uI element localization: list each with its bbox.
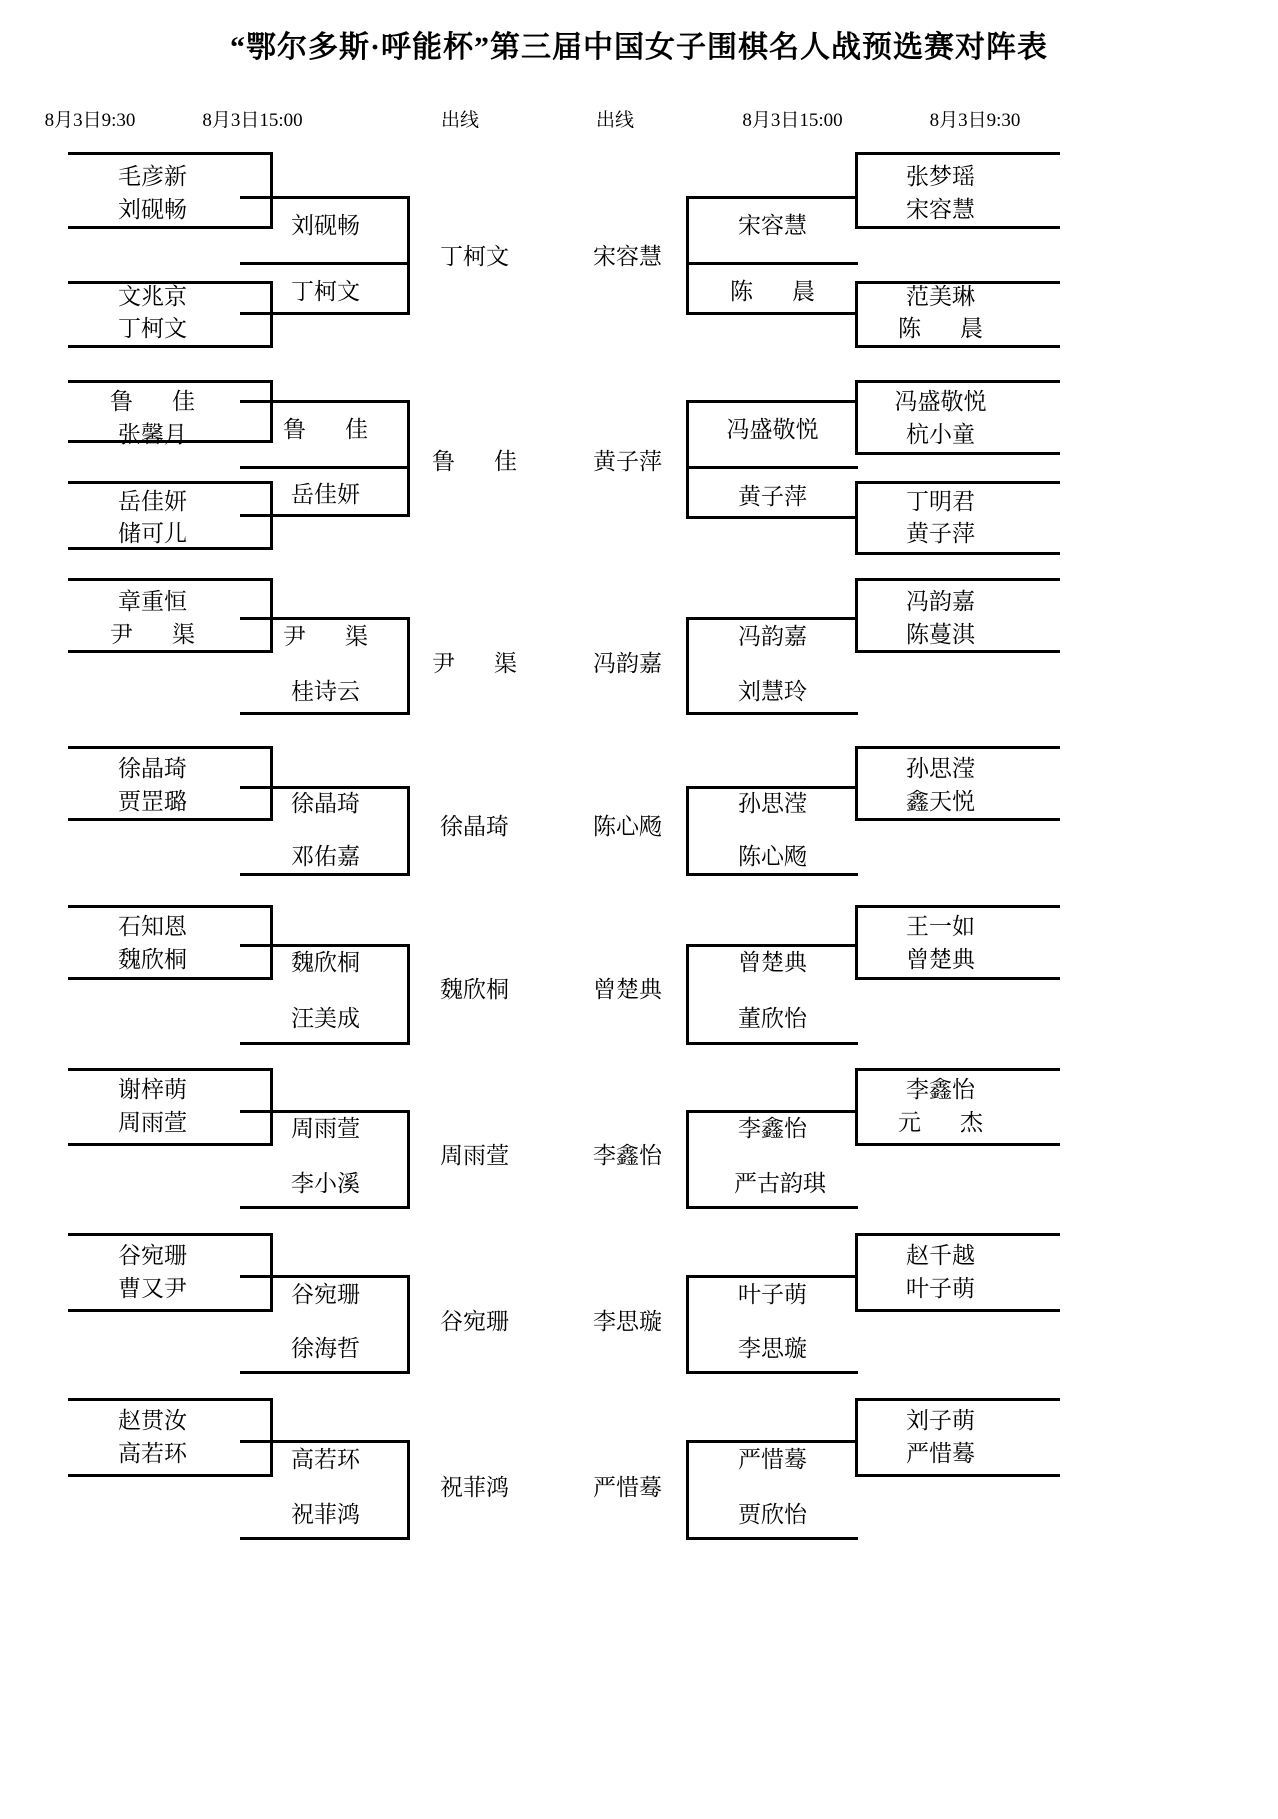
bracket-line (855, 152, 1060, 155)
bracket-line (686, 873, 858, 876)
player-name: 刘砚畅 (291, 213, 360, 238)
bracket-line (855, 481, 1060, 484)
column-header-left-round1: 8月3日9:30 (44, 110, 136, 131)
bracket-line (686, 262, 858, 265)
bracket-line (855, 578, 1060, 581)
player-name: 祝菲鸿 (291, 1502, 360, 1527)
player-name: 李思璇 (738, 1336, 807, 1361)
bracket-line (240, 514, 410, 517)
bracket-line (240, 873, 410, 876)
player-name: 张梦瑶 (906, 164, 975, 189)
bracket-line (68, 650, 273, 653)
player-name: 贾欣怡 (738, 1502, 807, 1527)
player-name: 冯韵嘉 (738, 624, 807, 649)
bracket-line (240, 262, 410, 265)
player-name: 岳佳妍 (291, 482, 360, 507)
bracket-line (240, 1110, 410, 1113)
player-name: 冯韵嘉 (906, 589, 975, 614)
player-name: 徐晶琦 (291, 791, 360, 816)
column-header-right-round1: 8月3日9:30 (929, 110, 1021, 131)
bracket-line (240, 712, 410, 715)
player-name: 魏欣桐 (118, 947, 187, 972)
player-name: 毛彦新 (118, 164, 187, 189)
bracket-line (240, 1042, 410, 1045)
player-name: 魏欣桐 (291, 950, 360, 975)
bracket-line (855, 226, 1060, 229)
player-name: 谷宛珊 (291, 1282, 360, 1307)
qualifier-name: 尹 渠 (431, 651, 526, 676)
player-name: 鲁 佳 (109, 389, 204, 414)
bracket-line (686, 466, 858, 469)
bracket-line (686, 400, 858, 403)
player-name: 李小溪 (291, 1171, 360, 1196)
bracket-line (68, 977, 273, 980)
bracket-line (68, 1143, 273, 1146)
player-name: 丁柯文 (118, 316, 187, 341)
bracket-line (855, 1309, 1060, 1312)
qualifier-name: 徐晶琦 (440, 814, 509, 839)
qualifier-name: 李鑫怡 (593, 1143, 662, 1168)
bracket-line (68, 380, 273, 383)
qualifier-name: 严惜蓦 (593, 1475, 662, 1500)
bracket-line (686, 516, 858, 519)
bracket-line (855, 452, 1060, 455)
player-name: 黄子萍 (738, 484, 807, 509)
qualifier-name: 鲁 佳 (431, 449, 526, 474)
bracket-line (68, 1233, 273, 1236)
bracket-line (240, 617, 410, 620)
bracket-line (68, 547, 273, 550)
bracket-line (855, 380, 1060, 383)
bracket-line (855, 905, 1060, 908)
bracket-line (68, 746, 273, 749)
player-name: 刘砚畅 (118, 197, 187, 222)
player-name: 元 杰 (897, 1110, 992, 1135)
player-name: 曾楚典 (906, 947, 975, 972)
player-name: 董欣怡 (738, 1006, 807, 1031)
bracket-line (686, 1537, 858, 1540)
player-name: 曹又尹 (118, 1276, 187, 1301)
qualifier-name: 谷宛珊 (440, 1309, 509, 1334)
player-name: 孙思滢 (906, 756, 975, 781)
player-name: 严惜蓦 (906, 1441, 975, 1466)
player-name: 尹 渠 (109, 622, 204, 647)
player-name: 刘慧玲 (738, 679, 807, 704)
bracket-line (68, 578, 273, 581)
bracket-line (240, 1537, 410, 1540)
player-name: 张馨月 (118, 422, 187, 447)
qualifier-name: 曾楚典 (593, 977, 662, 1002)
column-header-left-qualify: 出线 (440, 110, 479, 131)
bracket-line (855, 1233, 1060, 1236)
bracket-line (68, 1068, 273, 1071)
bracket-line (855, 1398, 1060, 1401)
player-name: 邓佑嘉 (291, 844, 360, 869)
player-name: 杭小童 (906, 422, 975, 447)
player-name: 宋容慧 (738, 213, 807, 238)
bracket-line (686, 712, 858, 715)
bracket-line (240, 196, 410, 199)
bracket-line (686, 786, 858, 789)
player-name: 徐晶琦 (118, 756, 187, 781)
player-name: 陈 晨 (729, 279, 824, 304)
column-header-left-round2: 8月3日15:00 (202, 110, 303, 131)
bracket-line (68, 152, 273, 155)
player-name: 储可儿 (118, 521, 187, 546)
player-name: 石知恩 (118, 914, 187, 939)
player-name: 孙思滢 (738, 791, 807, 816)
bracket-line (686, 1275, 858, 1278)
bracket-line (240, 1206, 410, 1209)
bracket-line (686, 1110, 858, 1113)
bracket-line (686, 196, 858, 199)
player-name: 陈蔓淇 (906, 622, 975, 647)
bracket-line (68, 345, 273, 348)
player-name: 李鑫怡 (738, 1116, 807, 1141)
bracket-line (855, 345, 1060, 348)
player-name: 严惜蓦 (738, 1447, 807, 1472)
bracket-line (855, 1143, 1060, 1146)
player-name: 周雨萱 (118, 1110, 187, 1135)
qualifier-name: 周雨萱 (440, 1143, 509, 1168)
bracket-line (240, 786, 410, 789)
player-name: 黄子萍 (906, 521, 975, 546)
player-name: 范美琳 (906, 284, 975, 309)
player-name: 周雨萱 (291, 1116, 360, 1141)
bracket-line (240, 466, 410, 469)
bracket-line (68, 1398, 273, 1401)
player-name: 丁明君 (906, 489, 975, 514)
player-name: 章重恒 (118, 589, 187, 614)
bracket-line (240, 1371, 410, 1374)
player-name: 徐海哲 (291, 1336, 360, 1361)
player-name: 李鑫怡 (906, 1077, 975, 1102)
player-name: 鑫天悦 (906, 789, 975, 814)
bracket-line (855, 1474, 1060, 1477)
qualifier-name: 李思璇 (593, 1309, 662, 1334)
qualifier-name: 丁柯文 (440, 244, 509, 269)
bracket-line (855, 552, 1060, 555)
player-name: 刘子萌 (906, 1408, 975, 1433)
player-name: 王一如 (906, 914, 975, 939)
page-title: “鄂尔多斯·呼能杯”第三届中国女子围棋名人战预选赛对阵表 (229, 31, 1048, 64)
player-name: 冯盛敬悦 (894, 389, 987, 414)
bracket-line (240, 944, 410, 947)
qualifier-name: 宋容慧 (593, 244, 662, 269)
qualifier-name: 祝菲鸿 (440, 1475, 509, 1500)
player-name: 赵千越 (906, 1243, 975, 1268)
player-name: 鲁 佳 (282, 417, 377, 442)
bracket-line (855, 746, 1060, 749)
bracket-line (68, 818, 273, 821)
player-name: 叶子萌 (738, 1282, 807, 1307)
player-name: 尹 渠 (282, 624, 377, 649)
column-header-right-qualify: 出线 (595, 110, 634, 131)
bracket-line (68, 1474, 273, 1477)
player-name: 贾罡璐 (118, 789, 187, 814)
bracket-line (240, 1440, 410, 1443)
player-name: 谷宛珊 (118, 1243, 187, 1268)
bracket-line (686, 944, 858, 947)
player-name: 陈心飏 (738, 844, 807, 869)
bracket-line (855, 977, 1060, 980)
player-name: 陈 晨 (897, 316, 992, 341)
bracket-line (686, 1206, 858, 1209)
bracket-line (686, 1440, 858, 1443)
bracket-line (686, 1042, 858, 1045)
qualifier-name: 魏欣桐 (440, 977, 509, 1002)
player-name: 汪美成 (291, 1006, 360, 1031)
bracket-line (855, 818, 1060, 821)
player-name: 高若环 (118, 1441, 187, 1466)
qualifier-name: 冯韵嘉 (593, 651, 662, 676)
player-name: 丁柯文 (291, 279, 360, 304)
player-name: 谢梓萌 (118, 1077, 187, 1102)
player-name: 宋容慧 (906, 197, 975, 222)
player-name: 严古韵琪 (734, 1171, 826, 1196)
bracket-line (240, 312, 410, 315)
bracket-line (68, 1309, 273, 1312)
column-header-right-round2: 8月3日15:00 (742, 110, 843, 131)
player-name: 高若环 (291, 1447, 360, 1472)
bracket-line (686, 1371, 858, 1374)
qualifier-name: 黄子萍 (593, 449, 662, 474)
player-name: 桂诗云 (291, 679, 360, 704)
bracket-line (240, 400, 410, 403)
player-name: 赵贯汝 (118, 1408, 187, 1433)
bracket-line (240, 1275, 410, 1278)
bracket-line (855, 1068, 1060, 1071)
bracket-line (855, 650, 1060, 653)
bracket-line (686, 617, 858, 620)
player-name: 文兆京 (118, 284, 187, 309)
bracket-line (68, 905, 273, 908)
player-name: 岳佳妍 (118, 489, 187, 514)
player-name: 叶子萌 (906, 1276, 975, 1301)
player-name: 曾楚典 (738, 950, 807, 975)
qualifier-name: 陈心飏 (593, 814, 662, 839)
player-name: 冯盛敬悦 (726, 417, 819, 442)
bracket-line (686, 312, 858, 315)
